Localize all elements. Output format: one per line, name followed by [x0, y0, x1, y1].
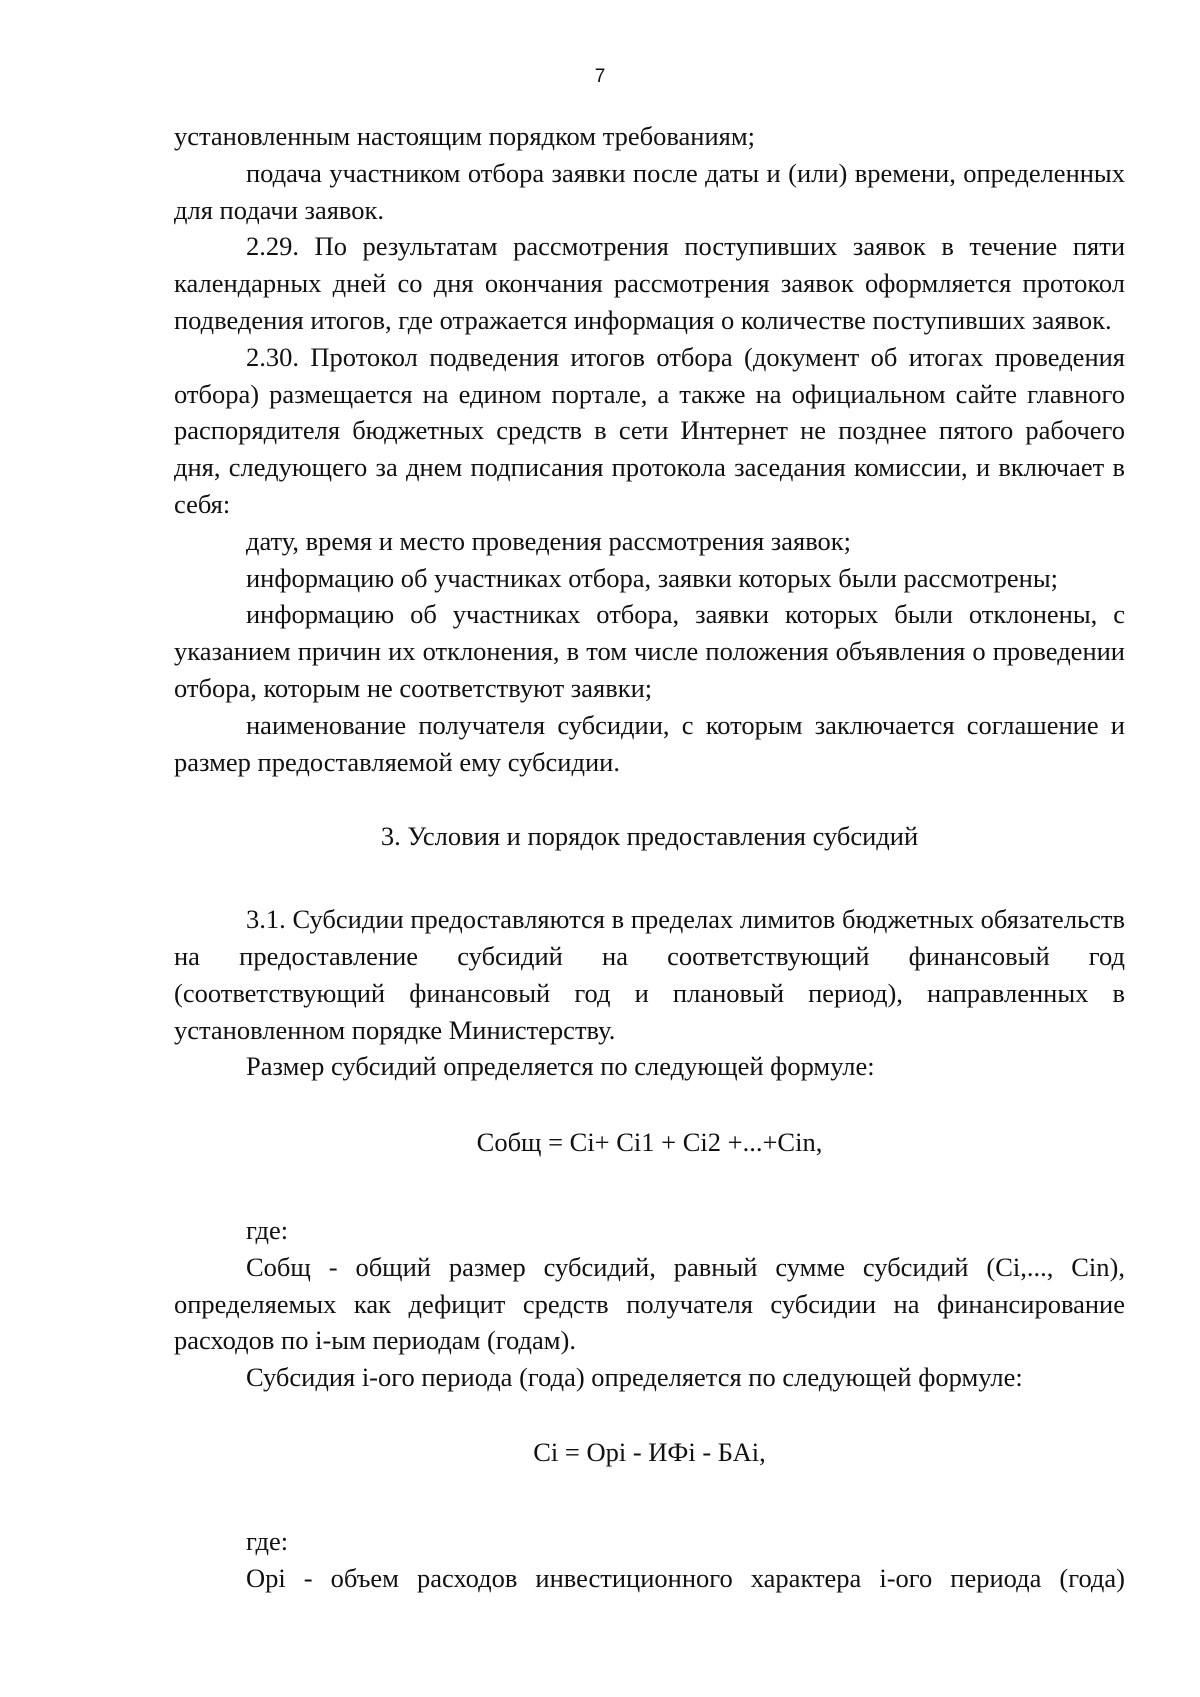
- paragraph: Собщ - общий размер субсидий, равный сумме субсидий (Ci,..., Cin), определяемых как дефицит средств получателя субсидии на финансирование расходов по i-ым периодам (годам).: [174, 1251, 1125, 1356]
- paragraph: подача участником отбора заявки после даты и (или) времени, определенных для подачи заявок.: [174, 157, 1125, 225]
- paragraph-2-29: 2.29. По результатам рассмотрения поступивших заявок в течение пяти календарных дней со дня окончания рассмотрения заявок оформляется протокол подведения итогов, где отражается информация о количестве поступивших заявок.: [174, 231, 1125, 335]
- list-item: информацию об участниках отбора, заявки которых были отклонены, с указанием причин их отклонения, в том числе положения объявления о проведении отбора, которым не соответствуют заявки;: [174, 599, 1125, 703]
- formula-period-subsidy: Ci = Opi - ИФi - БАi,: [533, 1436, 766, 1467]
- list-item: дату, время и место проведения рассмотрения заявок;: [246, 525, 852, 556]
- paragraph-3-1: 3.1. Субсидии предоставляются в пределах лимитов бюджетных обязательств на предоставление субсидий на соответствующий финансовый год (соответствующий финансовый год и плановый период), направленных в установленном порядке Министерству.: [174, 904, 1125, 1045]
- paragraph: установленным настоящим порядком требованиям;: [174, 121, 755, 151]
- paragraph-2-30: 2.30. Протокол подведения итогов отбора (документ об итогах проведения отбора) размещается на едином портале, а также на официальном сайте главного распорядителя бюджетных средств в сети Интернет не позднее пятого рабочего дня, следующего за днем подписания протокола заседания комиссии, и включает в себя:: [174, 341, 1125, 519]
- paragraph: Субсидия i-ого периода (года) определяется по следующей формуле:: [246, 1362, 1023, 1393]
- list-item: наименование получателя субсидии, с которым заключается соглашение и размер предоставляемой ему субсидии.: [174, 709, 1125, 777]
- document-body: [174, 118, 1125, 1596]
- page-number: 7: [594, 66, 606, 87]
- list-item: информацию об участниках отбора, заявки которых были рассмотрены;: [246, 562, 1059, 593]
- section-heading: 3. Условия и порядок предоставления субсидий: [380, 821, 919, 852]
- paragraph: Размер субсидий определяется по следующей формуле:: [246, 1051, 875, 1082]
- paragraph: где:: [246, 1525, 289, 1556]
- paragraph: где:: [246, 1214, 289, 1245]
- formula-total-subsidy: Собщ = Ci+ Ci1 + Ci2 +...+Cin,: [476, 1127, 823, 1158]
- paragraph: Opi - объем расходов инвестиционного характера i-ого периода (года): [246, 1562, 1125, 1593]
